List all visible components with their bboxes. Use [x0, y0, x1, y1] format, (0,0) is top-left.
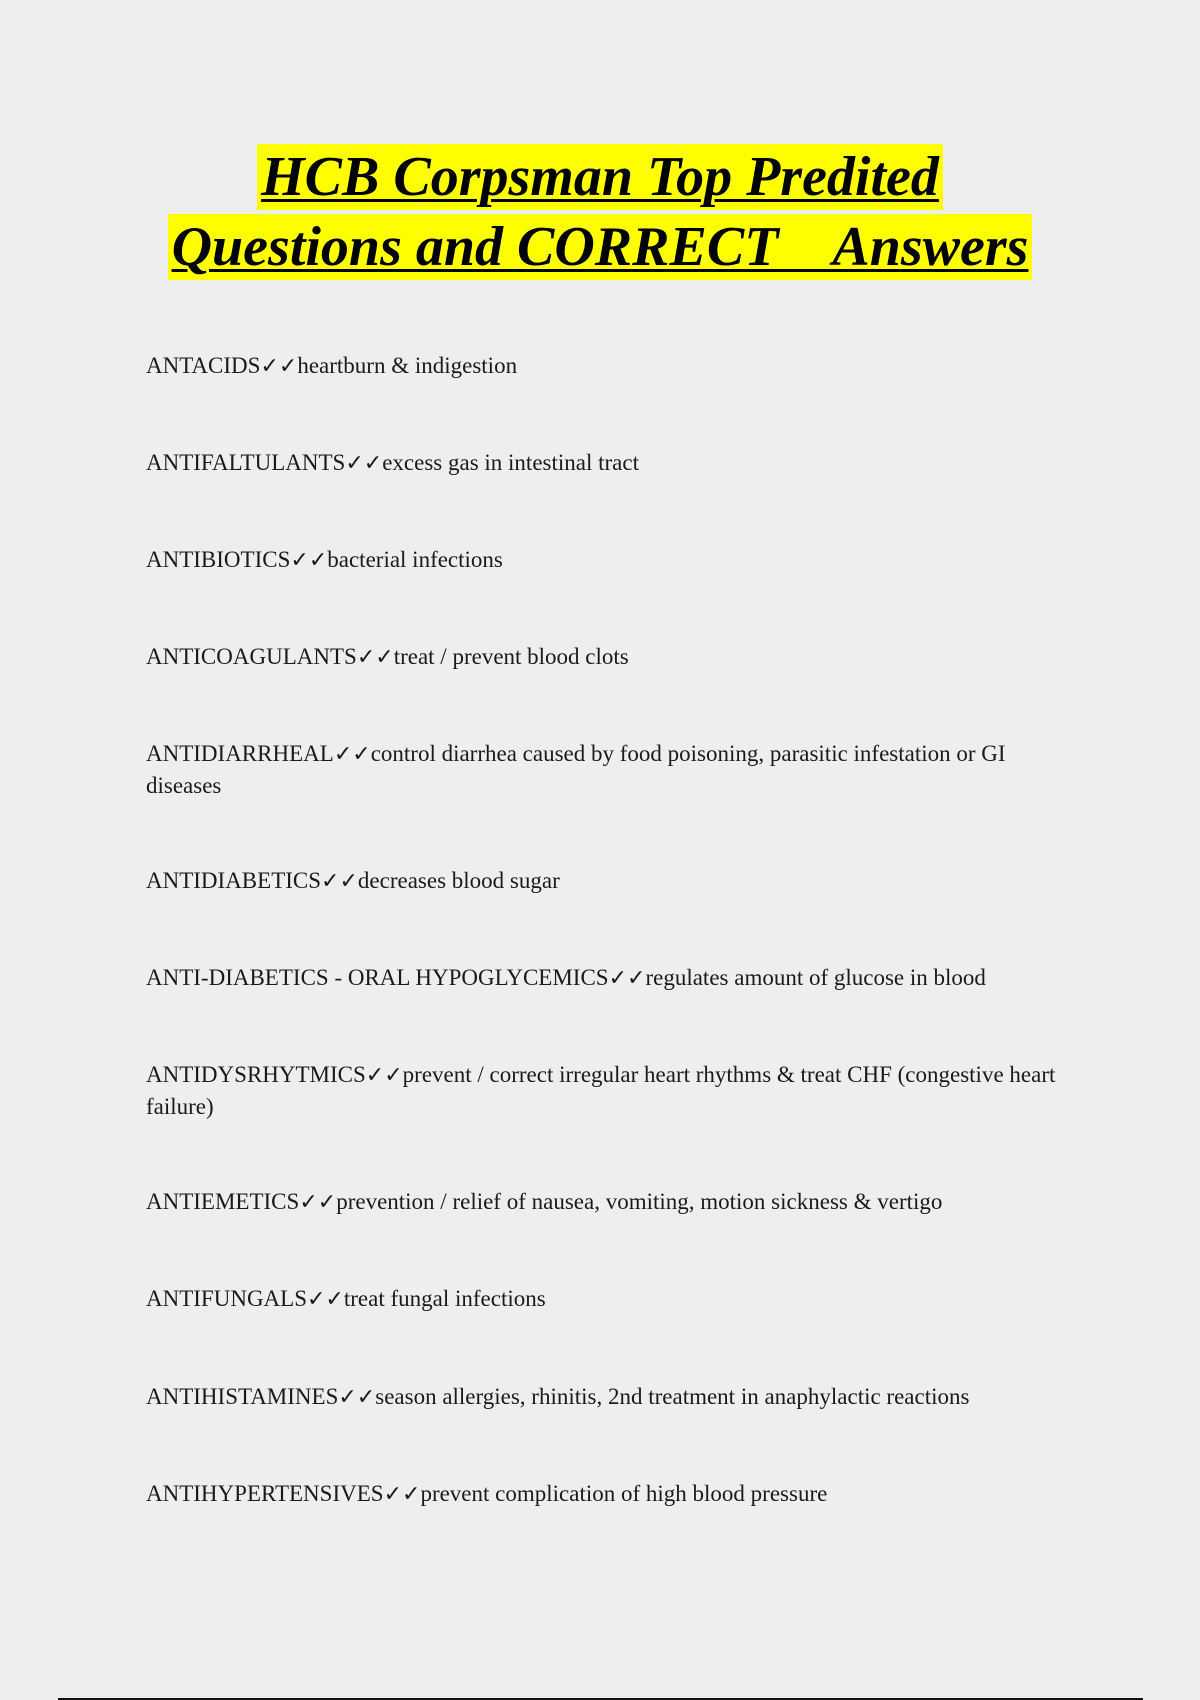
qa-entry: [146, 1283, 1066, 1315]
double-check-icon: ✓✓: [345, 451, 383, 476]
qa-entry: [146, 641, 1066, 673]
entry-term: ANTIHISTAMINES: [146, 1384, 339, 1409]
entry-term: ANTIEMETICS: [146, 1189, 300, 1214]
double-check-icon: ✓✓: [299, 1190, 337, 1215]
title-line-1: HCB Corpsman Top Predited: [257, 144, 943, 210]
double-check-icon: ✓✓: [356, 645, 394, 670]
qa-entry: [146, 738, 1066, 801]
qa-entry: [146, 1059, 1066, 1122]
title-line-2: Questions and CORRECT Answers: [168, 214, 1033, 280]
double-check-icon: ✓✓: [321, 869, 358, 894]
entry-definition: season allergies, rhinitis, 2nd treatment in anaphylactic reactions: [375, 1384, 970, 1409]
qa-entry: [146, 1186, 1066, 1218]
double-check-icon: ✓✓: [383, 1482, 421, 1507]
entry-term: ANTIFUNGALS: [146, 1286, 307, 1311]
entry-definition: heartburn & indigestion: [297, 353, 518, 378]
entry-term: ANTI-DIABETICS - ORAL HYPOGLYCEMICS: [146, 965, 609, 990]
entry-term: ANTIHYPERTENSIVES: [146, 1481, 384, 1506]
double-check-icon: ✓✓: [290, 548, 328, 573]
double-check-icon: ✓✓: [260, 354, 298, 379]
entry-definition: control diarrhea caused by food poisoning, parasitic infestation or GI diseases: [146, 741, 1006, 798]
double-check-icon: ✓✓: [338, 1385, 376, 1410]
entry-definition: regulates amount of glucose in blood: [645, 965, 986, 990]
double-check-icon: ✓✓: [307, 1287, 344, 1312]
qa-entry: [146, 350, 1066, 382]
qa-entry: [146, 865, 1066, 897]
entry-definition: treat fungal infections: [343, 1286, 546, 1311]
double-check-icon: ✓✓: [365, 1063, 403, 1088]
entry-definition: bacterial infections: [327, 547, 503, 572]
entry-definition: excess gas in intestinal tract: [382, 450, 639, 475]
double-check-icon: ✓✓: [333, 742, 371, 767]
qa-entry: [146, 1381, 1066, 1413]
entry-definition: prevent complication of high blood pressure: [420, 1481, 828, 1506]
entry-definition: prevent / correct irregular heart rhythms & treat CHF (congestive heart failure): [146, 1062, 1056, 1119]
entry-term: ANTIDIARRHEAL: [146, 741, 334, 766]
entry-term: ANTICOAGULANTS: [146, 644, 357, 669]
document-title: [0, 144, 1200, 284]
entry-term: ANTIFALTULANTS: [146, 450, 346, 475]
double-check-icon: ✓✓: [608, 966, 646, 991]
entry-definition: prevention / relief of nausea, vomiting, motion sickness & vertigo: [336, 1189, 943, 1214]
entry-term: ANTACIDS: [146, 353, 261, 378]
entry-term: ANTIDIABETICS: [146, 868, 322, 893]
qa-entry: [146, 962, 1066, 994]
entry-definition: treat / prevent blood clots: [393, 644, 629, 669]
qa-entry: [146, 447, 1066, 479]
qa-entry: [146, 1478, 1066, 1510]
entry-term: ANTIDYSRHYTMICS: [146, 1062, 366, 1087]
entry-definition: decreases blood sugar: [357, 868, 560, 893]
entry-term: ANTIBIOTICS: [146, 547, 291, 572]
qa-entry: [146, 544, 1066, 576]
